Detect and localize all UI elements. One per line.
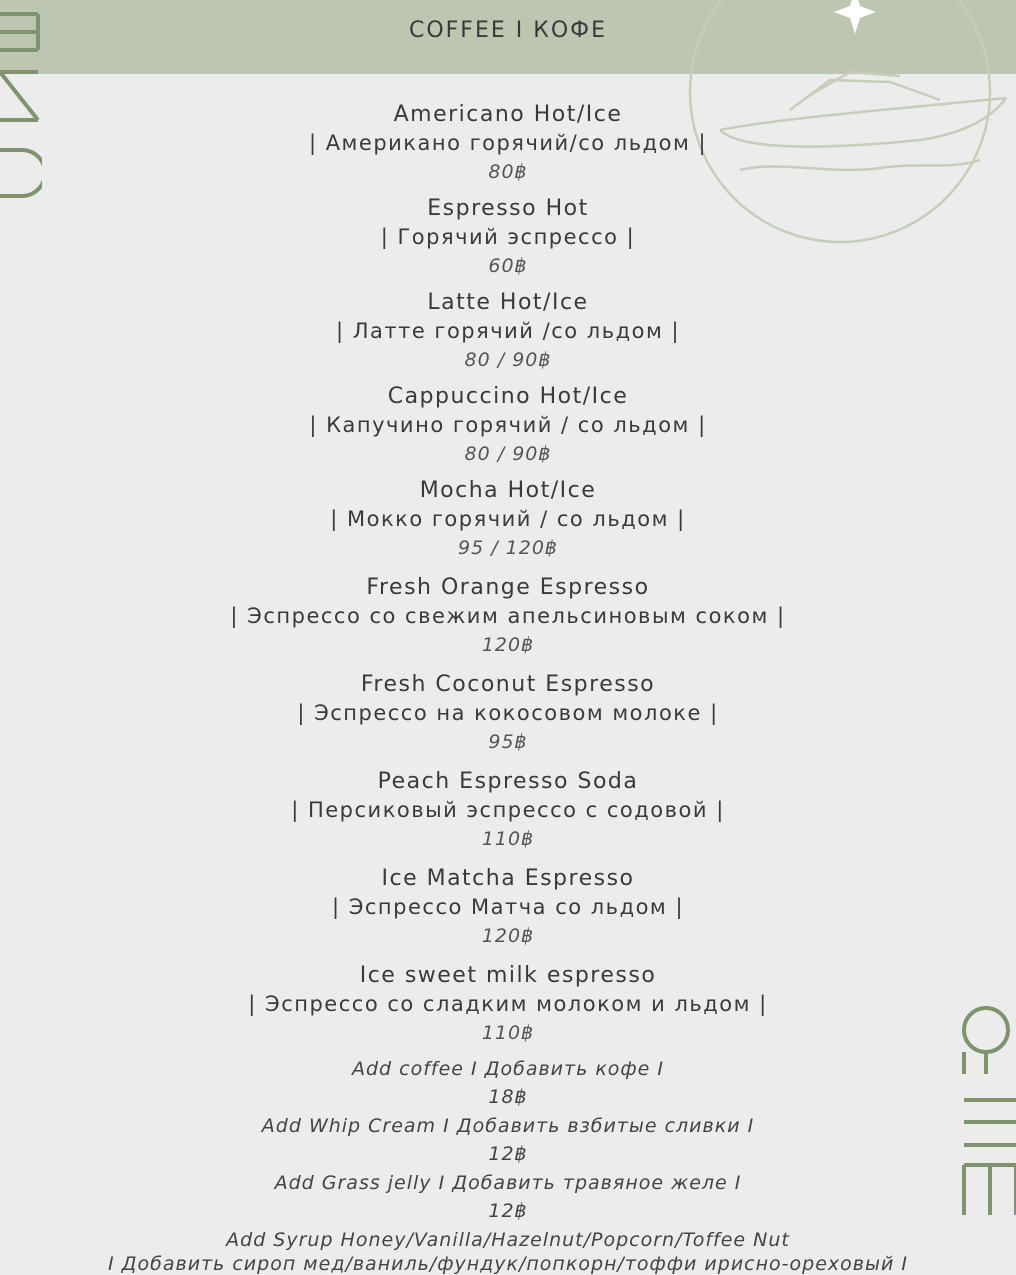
item-name-ru: | Горячий эспрессо |	[380, 225, 636, 249]
menu-item	[0, 961, 1016, 1047]
item-name: Ice sweet milk espresso	[359, 963, 657, 988]
item-name: Cappuccino Hot/Ice	[387, 384, 629, 409]
item-price: 95 / 120฿	[457, 537, 558, 559]
item-name-ru: | Эспрессо на кокосовом молоке |	[297, 701, 719, 725]
item-name-ru: | Латте горячий /со льдом |	[335, 319, 681, 343]
item-name-ru: | Капучино горячий / со льдом |	[309, 413, 707, 437]
addon-label: Add Whip Cream I Добавить взбитые сливки I	[261, 1115, 755, 1137]
syrup-label-ru: I Добавить сироп мед/ваниль/фундук/попкорн/тоффи ирисно-ореховый I	[108, 1253, 908, 1275]
menu-item	[0, 573, 1016, 659]
addon-label: Add Grass jelly I Добавить травяное желе I	[274, 1172, 742, 1194]
page-title: COFFEE I КОФЕ	[408, 18, 608, 43]
item-name: Ice Matcha Espresso	[381, 866, 635, 891]
item-price: 110฿	[481, 828, 535, 850]
item-name: Americano Hot/Ice	[393, 102, 623, 127]
item-name-ru: | Эспрессо со сладким молоком и льдом |	[248, 992, 768, 1016]
item-price: 120฿	[481, 634, 535, 656]
item-name: Latte Hot/Ice	[427, 290, 589, 315]
item-price: 110฿	[481, 1022, 535, 1044]
item-name: Fresh Orange Espresso	[366, 575, 650, 600]
menu-item	[0, 767, 1016, 853]
menu-item	[0, 476, 1016, 562]
menu-item	[0, 100, 1016, 186]
menu-item	[0, 864, 1016, 950]
item-price: 80 / 90฿	[464, 443, 552, 465]
addon-price: 12฿	[488, 1143, 528, 1165]
item-name: Fresh Coconut Espresso	[360, 672, 656, 697]
item-price: 60฿	[488, 255, 528, 277]
syrup-label: Add Syrup Honey/Vanilla/Hazelnut/Popcorn/Toffee Nut	[226, 1229, 790, 1251]
item-name: Peach Espresso Soda	[377, 769, 639, 794]
item-price: 95฿	[488, 731, 528, 753]
item-price: 120฿	[481, 925, 535, 947]
addon-price: 12฿	[488, 1200, 528, 1222]
menu-item	[0, 194, 1016, 280]
item-name-ru: | Американо горячий/со льдом |	[308, 131, 708, 155]
item-price: 80฿	[488, 161, 528, 183]
addon-price: 18฿	[488, 1086, 528, 1108]
item-name: Mocha Hot/Ice	[419, 478, 597, 503]
menu-item	[0, 670, 1016, 756]
item-name-ru: | Эспрессо Матча со льдом |	[331, 895, 685, 919]
item-name-ru: | Мокко горячий / со льдом |	[330, 507, 686, 531]
menu-item	[0, 382, 1016, 468]
menu-item	[0, 288, 1016, 374]
item-name: Espresso Hot	[427, 196, 589, 221]
item-name-ru: | Эспрессо со свежим апельсиновым соком |	[230, 604, 786, 628]
addon-label: Add coffee I Добавить кофе I	[351, 1058, 665, 1080]
addons-list	[0, 1055, 1016, 1274]
menu-list	[0, 100, 1016, 1274]
item-price: 80 / 90฿	[464, 349, 552, 371]
item-name-ru: | Персиковый эспрессо с содовой |	[291, 798, 725, 822]
